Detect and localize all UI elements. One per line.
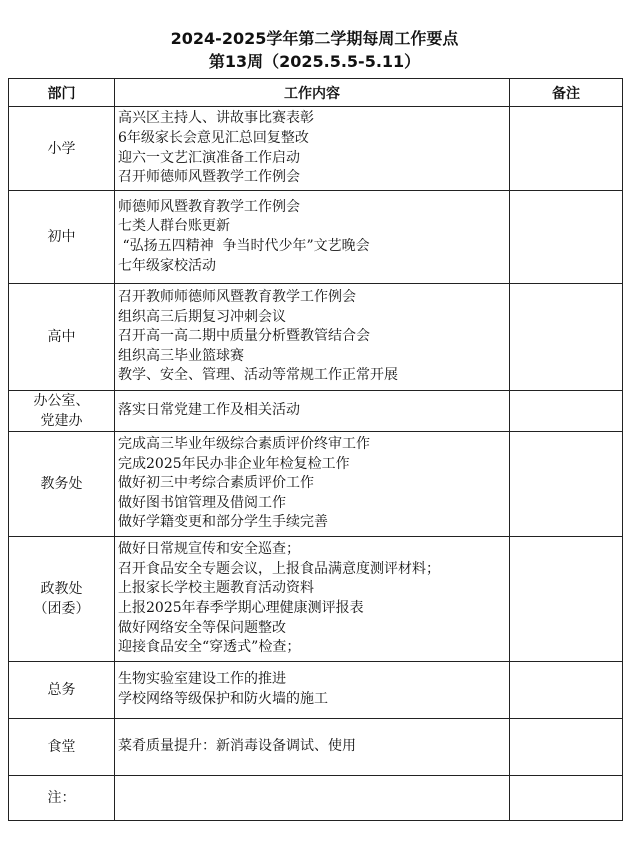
work-item: 召开师德师风暨教学工作例会 bbox=[118, 169, 300, 186]
dept-cell bbox=[9, 662, 115, 719]
table-row bbox=[9, 537, 623, 662]
work-item: 学校网络等级保护和防火墙的施工 bbox=[118, 691, 328, 707]
note-cell bbox=[510, 191, 623, 284]
work-item: “弘扬五四精神 争当时代少年”文艺晚会 bbox=[118, 238, 370, 254]
dept-name: 政教处 bbox=[40, 581, 83, 597]
column-header-dept: 部门 bbox=[9, 79, 115, 107]
work-content-cell bbox=[115, 432, 510, 537]
table-row bbox=[9, 662, 623, 719]
dept-cell bbox=[9, 537, 115, 662]
work-item: 做好初三中考综合素质评价工作 bbox=[118, 475, 314, 492]
work-item: 完成2025年民办非企业年检复检工作 bbox=[118, 455, 350, 472]
work-content-cell bbox=[115, 537, 510, 662]
weekly-work-table bbox=[8, 78, 623, 821]
document-title: 2024-2025学年第二学期每周工作要点 bbox=[170, 29, 459, 48]
dept-cell bbox=[9, 191, 115, 284]
dept-name: 教务处 bbox=[40, 476, 83, 492]
work-content-cell bbox=[115, 284, 510, 391]
note-cell bbox=[510, 537, 623, 662]
work-content-cell bbox=[115, 776, 510, 821]
work-item: 迎六一文艺汇演准备工作启动 bbox=[118, 149, 300, 166]
table-row bbox=[9, 284, 623, 391]
work-item: 组织高三后期复习冲刺会议 bbox=[118, 308, 286, 325]
dept-cell bbox=[9, 719, 115, 776]
work-item: 做好日常规宣传和安全巡查； bbox=[118, 541, 300, 558]
table-row bbox=[9, 432, 623, 537]
work-item: 6年级家长会意见汇总回复整改 bbox=[118, 129, 309, 146]
note-cell bbox=[510, 432, 623, 537]
work-item: 七年级家校活动 bbox=[118, 257, 216, 274]
table-row bbox=[9, 776, 623, 821]
work-item: 做好图书馆管理及借阅工作 bbox=[118, 494, 286, 511]
dept-cell bbox=[9, 432, 115, 537]
work-item: 迎接食品安全“穿透式”检查； bbox=[118, 639, 301, 656]
note-cell bbox=[510, 284, 623, 391]
dept-name: 总务 bbox=[47, 682, 76, 698]
dept-name: 初中 bbox=[47, 229, 76, 245]
work-item: 组织高三毕业篮球赛 bbox=[118, 347, 244, 364]
work-content-cell bbox=[115, 107, 510, 191]
work-item: 高兴区主持人、讲故事比赛表彰 bbox=[118, 110, 314, 127]
dept-cell bbox=[9, 776, 115, 821]
column-header-note: 备注 bbox=[510, 79, 623, 107]
work-content-cell bbox=[115, 191, 510, 284]
work-item: 上报家长学校主题教育活动资料 bbox=[118, 580, 314, 597]
dept-name: 办公室、 bbox=[33, 393, 90, 409]
work-item: 召开食品安全专题会议，上报食品满意度测评材料； bbox=[118, 560, 440, 577]
dept-name: 食堂 bbox=[47, 739, 76, 755]
work-item: 教学、安全、管理、活动等常规工作正常开展 bbox=[118, 367, 398, 384]
note-cell bbox=[510, 662, 623, 719]
table-row bbox=[9, 107, 623, 191]
work-item: 菜肴质量提升：新消毒设备调试、使用 bbox=[118, 738, 356, 755]
note-cell bbox=[510, 719, 623, 776]
dept-name: （团委） bbox=[33, 601, 90, 617]
dept-name: 高中 bbox=[47, 329, 76, 345]
work-item: 落实日常党建工作及相关活动 bbox=[118, 402, 300, 419]
work-item: 做好网络安全等保问题整改 bbox=[118, 619, 286, 636]
table-row bbox=[9, 719, 623, 776]
work-item: 召开教师师德师风暨教育教学工作例会 bbox=[118, 289, 356, 306]
work-item: 上报2025年春季学期心理健康测评报表 bbox=[118, 600, 364, 616]
note-cell bbox=[510, 107, 623, 191]
dept-name: 党建办 bbox=[40, 413, 83, 429]
work-content-cell bbox=[115, 391, 510, 432]
week-subtitle: 第13周（2025.5.5-5.11） bbox=[208, 52, 421, 71]
note-cell bbox=[510, 776, 623, 821]
table-row bbox=[9, 191, 623, 284]
work-item: 师德师风暨教育教学工作例会 bbox=[118, 198, 300, 215]
dept-cell bbox=[9, 391, 115, 432]
work-item: 生物实验室建设工作的推进 bbox=[118, 671, 286, 688]
work-item: 召开高一高二期中质量分析暨教管结合会 bbox=[118, 328, 370, 345]
work-content-cell bbox=[115, 662, 510, 719]
dept-name: 小学 bbox=[47, 140, 76, 157]
work-item: 完成高三毕业年级综合素质评价终审工作 bbox=[118, 436, 370, 453]
table-header-row bbox=[9, 79, 623, 107]
work-content-cell bbox=[115, 719, 510, 776]
dept-name: 注： bbox=[47, 790, 76, 806]
dept-cell bbox=[9, 107, 115, 191]
dept-cell bbox=[9, 284, 115, 391]
table-row bbox=[9, 391, 623, 432]
work-item: 七类人群台账更新 bbox=[118, 218, 230, 235]
note-cell bbox=[510, 391, 623, 432]
column-header-work: 工作内容 bbox=[115, 79, 510, 107]
work-item: 做好学籍变更和部分学生手续完善 bbox=[118, 514, 328, 531]
